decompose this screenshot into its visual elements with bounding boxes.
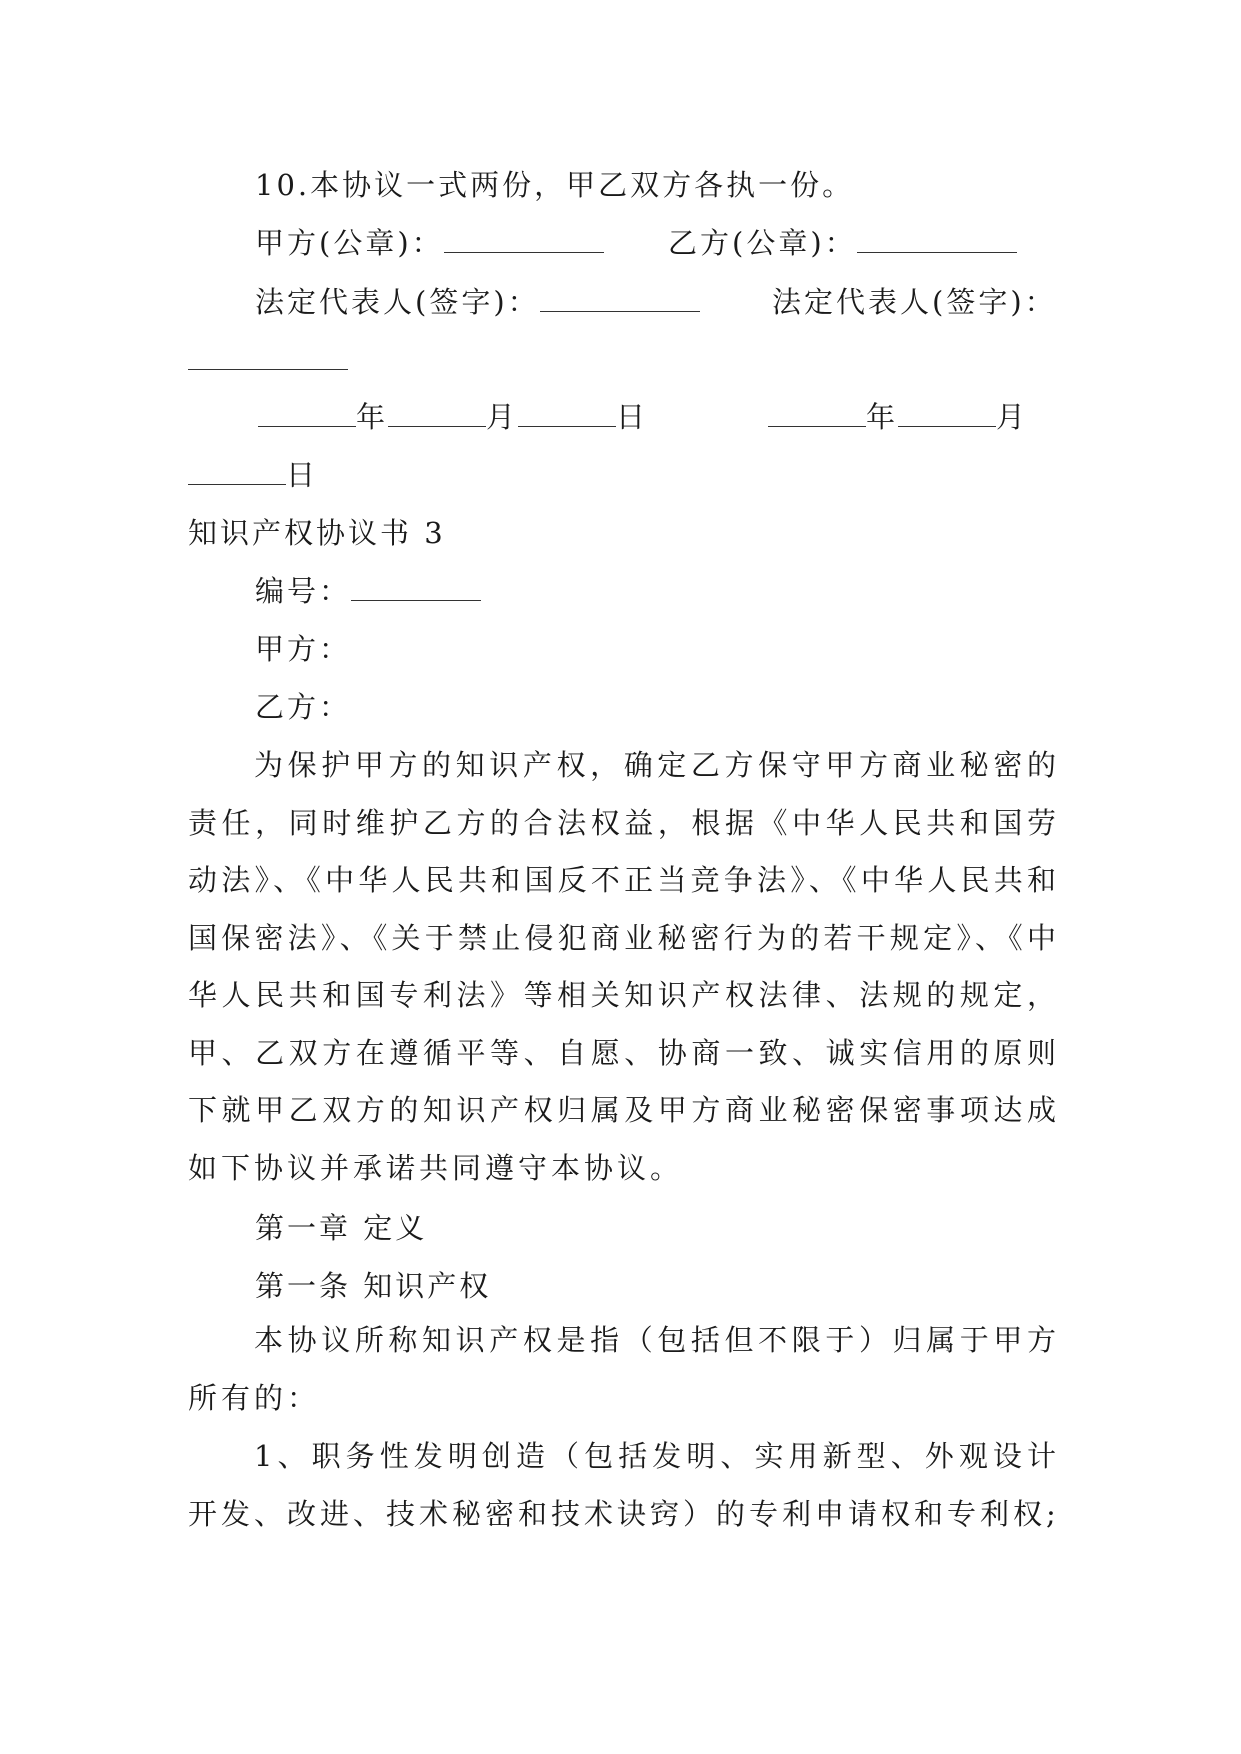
chapter-heading: 第一章 定义 <box>255 1211 428 1245</box>
date-b-month-label: 月 <box>996 400 1029 434</box>
date-a-month-blank[interactable] <box>388 398 486 427</box>
date-a-month-label: 月 <box>486 400 519 434</box>
party-a-seal-label: 甲方(公章)： <box>255 226 444 260</box>
legal-rep-a-label: 法定代表人(签字)： <box>255 285 540 319</box>
signature-row-seal <box>255 223 604 263</box>
party-b-seal-label: 乙方(公章)： <box>668 226 857 260</box>
item1-paragraph: 1、职务性发明创造（包括发明、实用新型、外观设计开发、改进、技术秘密和技术诀窍）的专利申请权和专利权; <box>188 1439 1060 1531</box>
legal-rep-b-blank[interactable] <box>188 341 348 370</box>
clause-10: 10.本协议一式两份，甲乙双方各执一份。 <box>255 168 855 202</box>
signature-row-seal-b <box>668 223 1017 263</box>
date-a-year-blank[interactable] <box>258 398 356 427</box>
date-b-day-label: 日 <box>286 458 319 492</box>
date-a-day-blank[interactable] <box>518 398 616 427</box>
section-title: 知识产权协议书 3 <box>188 516 446 550</box>
date-b-year-blank[interactable] <box>768 398 866 427</box>
date-row-b <box>768 397 1028 437</box>
party-a-label: 甲方： <box>255 632 352 666</box>
legal-rep-a-row <box>255 282 700 322</box>
legal-rep-a-blank[interactable] <box>540 283 700 312</box>
party-a-seal-blank[interactable] <box>444 224 604 253</box>
article-heading: 第一条 知识产权 <box>255 1269 492 1303</box>
legal-rep-b-label: 法定代表人(签字)： <box>772 285 1057 319</box>
article1-paragraph: 本协议所称知识产权是指（包括但不限于）归属于甲方所有的： <box>188 1323 1060 1415</box>
number-label: 编号： <box>255 574 352 608</box>
date-row-b-cont <box>188 455 318 495</box>
preamble-paragraph: 为保护甲方的知识产权，确定乙方保守甲方商业秘密的责任，同时维护乙方的合法权益，根据《中华人民共和国劳动法》、《中华人民共和国反不正当竞争法》、《中华人民共和国保密法》、《关于禁止侵犯商业秘密行为的若干规定》、《中华人民共和国专利法》等相关知识产权法律、法规的规定，甲、乙双方在遵循平等、自愿、协商一致、诚实信用的原则下就甲乙双方的知识产权归属及甲方商业秘密保密事项达成如下协议并承诺共同遵守本协议。 <box>188 748 1060 1185</box>
date-a-year-label: 年 <box>356 400 389 434</box>
date-b-year-label: 年 <box>866 400 899 434</box>
date-row-a <box>258 397 648 437</box>
date-b-day-blank[interactable] <box>188 456 286 485</box>
date-b-month-blank[interactable] <box>898 398 996 427</box>
legal-rep-b-row <box>188 340 348 380</box>
date-a-day-label: 日 <box>616 400 649 434</box>
party-b-seal-blank[interactable] <box>857 224 1017 253</box>
party-b-label: 乙方： <box>255 690 352 724</box>
number-blank[interactable] <box>351 572 481 601</box>
number-row <box>255 571 481 611</box>
